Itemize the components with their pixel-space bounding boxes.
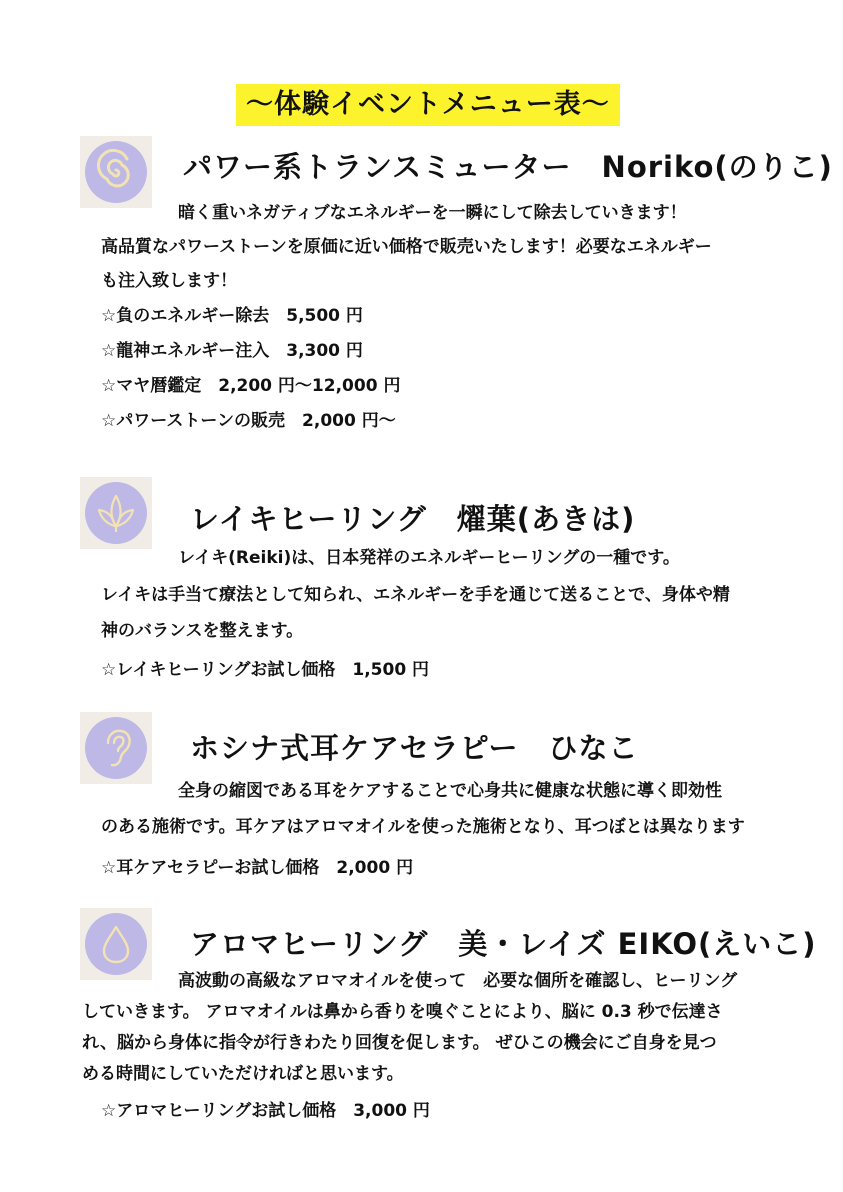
section-title: ホシナ式耳ケアセラピー ひなこ xyxy=(190,731,639,765)
drop-icon xyxy=(91,919,141,969)
section-icon-box xyxy=(80,477,152,549)
section-icon-box xyxy=(80,136,152,208)
section-text-line: 暗く重いネガティブなエネルギーを一瞬にして除去していきます！ xyxy=(178,203,687,223)
section-text-line: レイキは手当て療法として知られ、エネルギーを手を通じて送ることで、身体や精 xyxy=(101,585,730,605)
section-text-line: れ、脳から身体に指令が行きわたり回復を促します。 ぜひこの機会にご自身を見つ xyxy=(82,1033,717,1053)
section-title: レイキヒーリング 燿葉(あきは) xyxy=(190,502,636,536)
section-title: アロマヒーリング 美・レイズ EIKO(えいこ) xyxy=(190,927,817,961)
spiral-icon xyxy=(91,147,141,197)
price-item: ☆パワーストーンの販売 2,000 円～ xyxy=(101,411,396,431)
section-text-line: 高波動の高級なアロマオイルを使って 必要な個所を確認し、ヒーリング xyxy=(178,971,738,991)
section-icon-box xyxy=(80,908,152,980)
price-item: ☆負のエネルギー除去 5,500 円 xyxy=(101,306,363,326)
price-item: ☆マヤ暦鑑定 2,200 円～12,000 円 xyxy=(101,376,401,396)
price-item: ☆龍神エネルギー注入 3,300 円 xyxy=(101,341,363,361)
section-title: パワー系トランスミューター Noriko(のりこ) xyxy=(183,150,833,184)
section-text-line: していきます。 アロマオイルは鼻から香りを嗅ぐことにより、脳に 0.3 秒で伝達さ xyxy=(82,1002,723,1022)
price-item: ☆耳ケアセラピーお試し価格 2,000 円 xyxy=(101,858,414,878)
price-item: ☆アロマヒーリングお試し価格 3,000 円 xyxy=(101,1101,430,1121)
section-text-line: レイキ(Reiki)は、日本発祥のエネルギーヒーリングの一種です。 xyxy=(178,548,680,568)
section-icon-box xyxy=(80,712,152,784)
section-text-line: のある施術です。耳ケアはアロマオイルを使った施術となり、耳つぼとは異なります xyxy=(101,817,745,837)
section-text-line: 全身の縮図である耳をケアすることで心身共に健康な状態に導く即効性 xyxy=(178,781,722,801)
page-title: ～体験イベントメニュー表～ xyxy=(236,84,620,126)
price-item: ☆レイキヒーリングお試し価格 1,500 円 xyxy=(101,660,430,680)
section-text-line: も注入致します！ xyxy=(101,271,237,291)
section-text-line: める時間にしていただければと思います。 xyxy=(82,1064,404,1084)
section-text-line: 高品質なパワーストーンを原価に近い価格で販売いたします！必要なエネルギー xyxy=(101,237,712,257)
leaf-icon xyxy=(91,488,141,538)
section-text-line: 神のバランスを整えます。 xyxy=(101,621,304,641)
ear-icon xyxy=(91,723,141,773)
